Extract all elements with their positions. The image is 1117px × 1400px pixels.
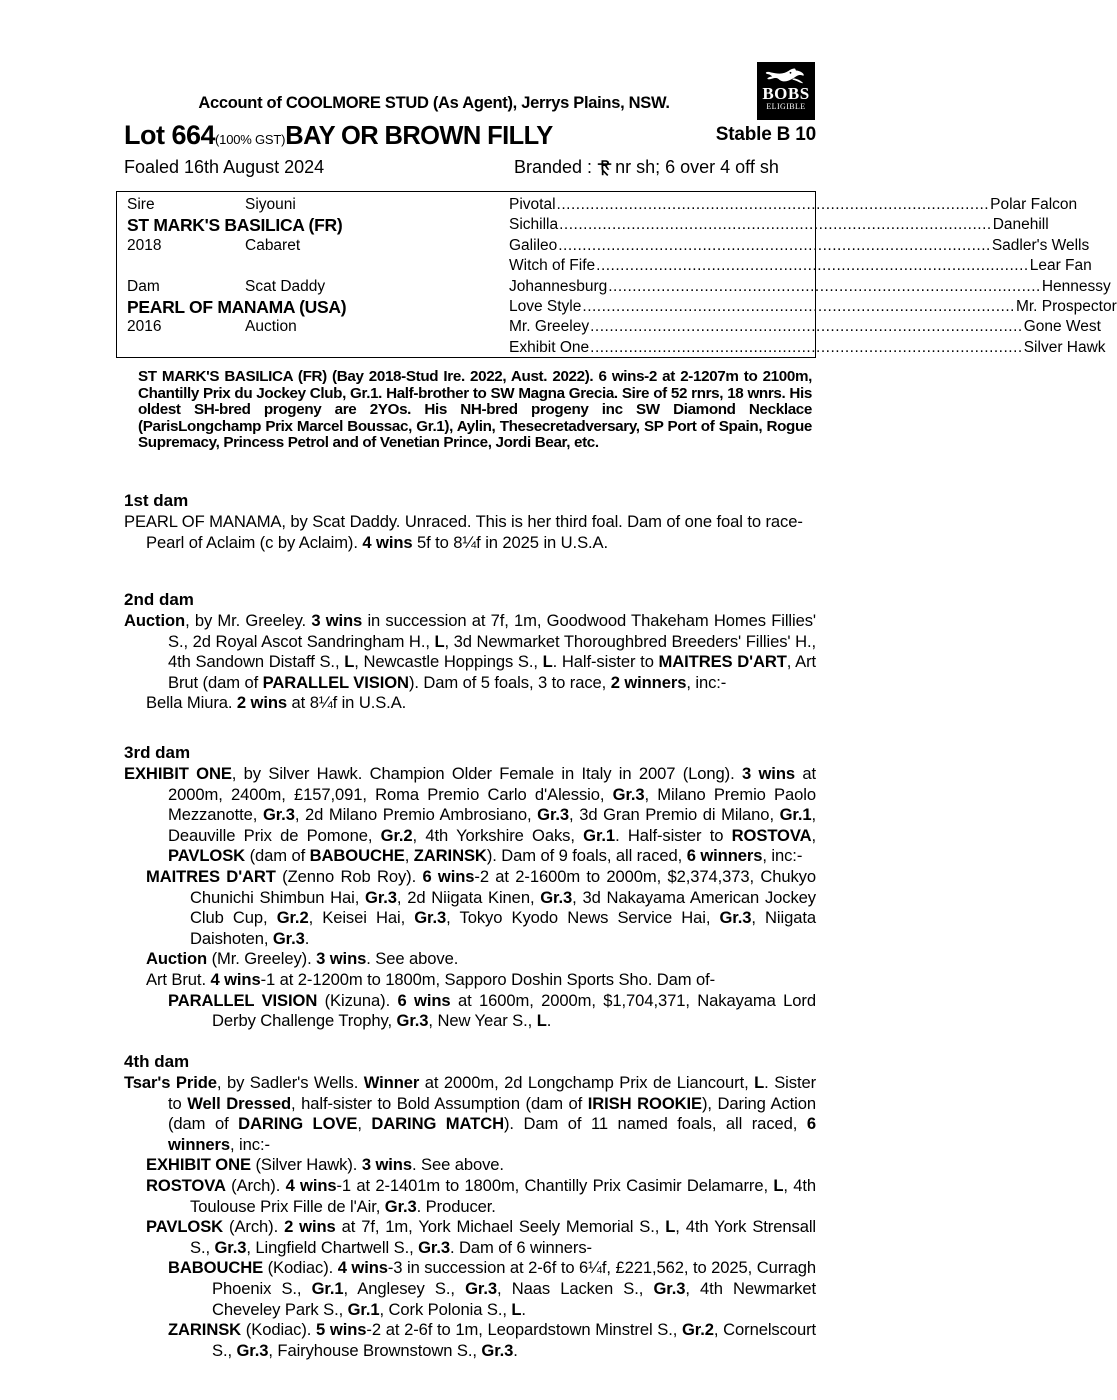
dot-leader: .......................................................................................... <box>596 257 1029 275</box>
branded-label: Branded : <box>514 157 593 177</box>
ancestor-sire-name: Gone West <box>1023 318 1101 336</box>
progeny-line: MAITRES D'ART (Zenno Rob Roy). 6 wins-2 at 2-1600m to 2000m, $2,374,373, Chukyo Chunichi Shimbun Hai, Gr.3, 2d Niigata Kinen, Gr.3, 3d Nakayama American Jockey Club Cup, Gr.2, Keisei Hai, Gr.3, Tokyo Kyodo News Service Hai, Gr.3, Niigata Daishoten, Gr.3. <box>146 866 817 948</box>
second-dam-section <box>124 589 816 714</box>
ancestor-sire-name: Sadler's Wells <box>991 236 1090 254</box>
progeny-line: Art Brut. 4 wins-1 at 2-1200m to 1800m, Sapporo Doshin Sports Sho. Dam of- <box>146 969 716 989</box>
bobs-wordmark: BOBS <box>762 84 810 103</box>
pedigree-row-label: 2018 <box>127 236 162 254</box>
progeny-line: BABOUCHE (Kodiac). 4 wins-3 in succession at 2-6f to 6¼f, £221,562, to 2025, Curragh Phoenix S., Gr.1, Anglesey S., Gr.3, Naas Lacken S., Gr.3, 4th Newmarket Cheveley Park S., Gr.1, Cork Polonia S., L. <box>168 1258 817 1319</box>
pedigree-row-value: Auction <box>245 318 297 336</box>
sire-summary-paragraph: ST MARK'S BASILICA (FR) (Bay 2018-Stud Ire. 2022, Aust. 2022). 6 wins-2 at 2-1207m to 2100m, Chantilly Prix du Jockey Club, Gr.1. Half-brother to SW Magna Grecia. Sire of 52 rnrs, 18 wnrs. His oldest SH-bred progeny are 2YOs. His NH-bred progeny inc SW Diamond Necklace (ParisLongchamp Prix Marcel Boussac, Gr.1), Aylin, Thesecretadversary, SP Port of Spain, Rogue Supremacy, Princess Petrol and of Venetian Prince, Jordi Bear, etc. <box>138 368 812 452</box>
account-line: Account of COOLMORE STUD (As Agent), Jerrys Plains, NSW. <box>198 94 670 112</box>
third-dam-main: EXHIBIT ONE, by Silver Hawk. Champion Older Female in Italy in 2007 (Long). 3 wins at 2000m, 2400m, £157,091, Roma Premio Carlo d'Alessio, Gr.3, Milano Premio Paolo Mezzanotte, Gr.3, 2d Milano Premio Ambrosiano, Gr.3, 3d Gran Premio di Milano, Gr.1, Deauville Prix de Pomone, Gr.2, 4th Yorkshire Oaks, Gr.1. Half-sister to ROSTOVA, PAVLOSK (dam of BABOUCHE, ZARINSK). Dam of 9 foals, all raced, 6 winners, inc:- <box>124 764 816 866</box>
third-dam-progeny-list <box>124 867 816 1032</box>
second-dam-progeny-list <box>124 693 816 714</box>
pedigree-right-row <box>509 338 1106 358</box>
pedigree-right-row <box>509 195 1078 215</box>
pedigree-left-row <box>127 277 487 297</box>
pedigree-left-row <box>127 317 487 337</box>
progeny-line: ROSTOVA (Arch). 4 wins-1 at 2-1401m to 1800m, Chantilly Prix Casimir Delamarre, L, 4th Toulouse Prix Fille de l'Air, Gr.3. Producer. <box>146 1175 816 1216</box>
pedigree-right-row <box>509 256 1092 276</box>
pedigree-row-value: Cabaret <box>245 236 301 254</box>
pedigree-row-label: Sire <box>127 196 155 213</box>
ancestor-sire-name: Lear Fan <box>1029 257 1092 275</box>
pedigree-row-label: 2016 <box>127 318 162 336</box>
pedigree-right-column <box>509 195 1117 358</box>
branded-description: nr sh; 6 over 4 off sh <box>615 157 779 177</box>
pedigree-left-row: PEARL OF MANAMA (USA) <box>127 296 347 317</box>
ancestor-sire-name: Mr. Prospector <box>1015 297 1117 315</box>
ancestor-name: Exhibit One <box>509 338 590 356</box>
colour-and-sex: BAY OR BROWN FILLY <box>285 122 553 150</box>
pedigree-left-row <box>127 236 487 256</box>
bobs-eligible-text: ELIGIBLE <box>766 102 806 111</box>
pedigree-left-column <box>127 195 487 358</box>
dot-leader: .......................................................................................... <box>590 338 1023 356</box>
foaled-branded-row <box>124 157 816 181</box>
ancestor-name: Witch of Fife <box>509 257 596 275</box>
pedigree-right-row <box>509 297 1117 317</box>
pedigree-table <box>116 191 1117 358</box>
pedigree-left-row: ST MARK'S BASILICA (FR) <box>127 215 343 236</box>
bobs-eligible-logo <box>757 62 815 120</box>
lot-number: Lot 664 <box>124 120 216 150</box>
dot-leader: .......................................................................................... <box>590 318 1023 336</box>
dot-leader: .......................................................................................... <box>559 216 992 234</box>
stable-location: Stable B 10 <box>715 124 816 145</box>
progeny-line: Auction (Mr. Greeley). 3 wins. See above. <box>146 949 459 969</box>
fourth-dam-heading: 4th dam <box>124 1052 190 1071</box>
pedigree-right-row <box>509 215 1049 235</box>
pedigree-row-value: Siyouni <box>245 196 296 213</box>
pedigree-row-value: Scat Daddy <box>245 277 326 295</box>
third-dam-heading: 3rd dam <box>124 743 191 762</box>
ancestor-sire-name: Polar Falcon <box>990 196 1078 213</box>
first-dam-progeny-list <box>124 533 816 554</box>
ancestor-sire-name: Silver Hawk <box>1023 338 1106 356</box>
pedigree-left-row <box>127 256 487 276</box>
second-dam-heading: 2nd dam <box>124 590 194 609</box>
third-dam-section <box>124 742 816 1032</box>
dot-leader: .......................................................................................... <box>608 277 1041 295</box>
pedigree-right-row <box>509 236 1090 256</box>
fourth-dam-section <box>124 1051 816 1361</box>
progeny-line: PARALLEL VISION (Kizuna). 6 wins at 1600m, 2000m, $1,704,371, Nakayama Lord Derby Challenge Trophy, Gr.3, New Year S., L. <box>168 990 816 1031</box>
ancestor-sire-name: Danehill <box>992 216 1049 234</box>
foaled-date: Foaled 16th August 2024 <box>124 157 325 177</box>
progeny-line: EXHIBIT ONE (Silver Hawk). 3 wins. See above. <box>146 1155 504 1175</box>
ancestor-name: Sichilla <box>509 216 559 234</box>
dot-leader: .......................................................................................... <box>556 196 990 213</box>
dot-leader: .......................................................................................... <box>582 297 1015 315</box>
second-dam-main: Auction, by Mr. Greeley. 3 wins in succession at 7f, 1m, Goodwood Thakeham Homes Fillies' S., 2d Royal Ascot Sandringham H., L, 3d Newmarket Thoroughbred Breeders' Fillies' H., 4th Sandown Distaff S., L, Newcastle Hoppings S., L. Half-sister to MAITRES D'ART, Art Brut (dam of PARALLEL VISION). Dam of 5 foals, 3 to race, 2 winners, inc:- <box>124 611 817 692</box>
first-dam-heading: 1st dam <box>124 491 189 510</box>
pedigree-right-row <box>509 277 1111 297</box>
gst-note: (100% GST) <box>215 132 286 147</box>
fourth-dam-main: Tsar's Pride, by Sadler's Wells. Winner at 2000m, 2d Longchamp Prix de Liancourt, L. Sister to Well Dressed, half-sister to Bold Assumption (dam of IRISH ROOKIE), Daring Action (dam of DARING LOVE, DARING MATCH). Dam of 11 named foals, all raced, 6 winners, inc:- <box>124 1073 817 1154</box>
ancestor-name: Mr. Greeley <box>509 318 590 336</box>
pedigree-right-row <box>509 317 1101 337</box>
brand-symbol-icon <box>597 157 615 177</box>
lot-header-row <box>124 120 816 150</box>
progeny-line: Bella Miura. 2 wins at 8¼f in U.S.A. <box>146 693 407 713</box>
ancestor-name: Pivotal <box>509 196 556 213</box>
pedigree-left-row <box>127 195 487 215</box>
first-dam-section <box>124 490 816 553</box>
ancestor-name: Love Style <box>509 297 582 315</box>
dot-leader: .......................................................................................... <box>558 236 991 254</box>
ancestor-sire-name: Hennessy <box>1041 277 1111 295</box>
fourth-dam-progeny-list <box>124 1155 816 1361</box>
ancestor-name: Galileo <box>509 236 558 254</box>
pedigree-left-row <box>127 338 487 358</box>
pedigree-row-label: Dam <box>127 277 160 295</box>
first-dam-main: PEARL OF MANAMA, by Scat Daddy. Unraced. This is her third foal. Dam of one foal to race- <box>124 512 803 531</box>
progeny-line: PAVLOSK (Arch). 2 wins at 7f, 1m, York Michael Seely Memorial S., L, 4th York Strensall S., Gr.3, Lingfield Chartwell S., Gr.3. Dam of 6 winners- <box>146 1217 816 1257</box>
branded-info <box>514 157 779 178</box>
progeny-line: ZARINSK (Kodiac). 5 wins-2 at 2-6f to 1m, Leopardstown Minstrel S., Gr.2, Cornelscourt S., Gr.3, Fairyhouse Brownstown S., Gr.3. <box>168 1320 817 1360</box>
horse-head-icon <box>764 67 808 85</box>
ancestor-name: Johannesburg <box>509 277 608 295</box>
progeny-line: Pearl of Aclaim (c by Aclaim). 4 wins 5f to 8¼f in 2025 in U.S.A. <box>146 532 609 552</box>
